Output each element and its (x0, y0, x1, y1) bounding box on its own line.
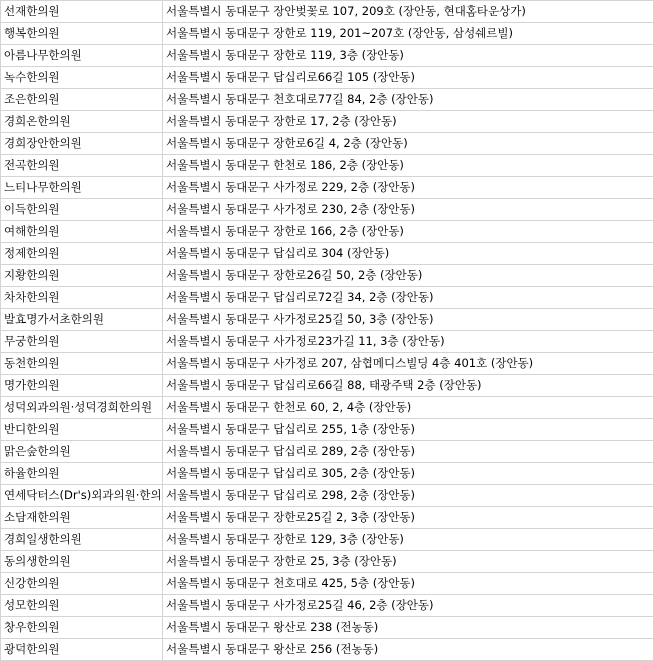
clinic-name-cell[interactable]: 성덕외과의원·성덕경희한의원 (1, 397, 163, 419)
table-row (1, 221, 653, 243)
table-row (1, 67, 653, 89)
table-row (1, 551, 653, 573)
table-row (1, 573, 653, 595)
table-row (1, 1, 653, 23)
table-row (1, 177, 653, 199)
clinic-address-cell[interactable]: 서울특별시 동대문구 사가정로 207, 삼협메디스빌딩 4층 401호 (장안동) (163, 353, 653, 375)
clinic-name-cell[interactable]: 경희일생한의원 (1, 529, 163, 551)
clinic-address-cell[interactable]: 서울특별시 동대문구 장한로26길 50, 2층 (장안동) (163, 265, 653, 287)
clinic-address-cell[interactable]: 서울특별시 동대문구 사가정로 229, 2층 (장안동) (163, 177, 653, 199)
clinic-address-cell[interactable]: 서울특별시 동대문구 사가정로23가길 11, 3층 (장안동) (163, 331, 653, 353)
clinic-address-cell[interactable]: 서울특별시 동대문구 장안벚꽃로 107, 209호 (장안동, 현대홈타운상가) (163, 1, 653, 23)
clinic-address-cell[interactable]: 서울특별시 동대문구 사가정로 230, 2층 (장안동) (163, 199, 653, 221)
clinic-name-cell[interactable]: 소담재한의원 (1, 507, 163, 529)
clinic-name-cell[interactable]: 무궁한의원 (1, 331, 163, 353)
clinic-name-cell[interactable]: 전곡한의원 (1, 155, 163, 177)
table-row (1, 353, 653, 375)
clinic-address-cell[interactable]: 서울특별시 동대문구 천호대로77길 84, 2층 (장안동) (163, 89, 653, 111)
table-row (1, 331, 653, 353)
clinic-name-cell[interactable]: 녹수한의원 (1, 67, 163, 89)
clinic-name-cell[interactable]: 발효명가서초한의원 (1, 309, 163, 331)
clinic-address-cell[interactable]: 서울특별시 동대문구 답십리로 255, 1층 (장안동) (163, 419, 653, 441)
clinic-name-cell[interactable]: 지황한의원 (1, 265, 163, 287)
table-row (1, 529, 653, 551)
clinic-name-cell[interactable]: 창우한의원 (1, 617, 163, 639)
clinic-name-cell[interactable]: 신강한의원 (1, 573, 163, 595)
clinic-address-cell[interactable]: 서울특별시 동대문구 사가정로25길 46, 2층 (장안동) (163, 595, 653, 617)
clinic-address-cell[interactable]: 서울특별시 동대문구 답십리로 298, 2층 (장안동) (163, 485, 653, 507)
clinic-name-cell[interactable]: 선재한의원 (1, 1, 163, 23)
clinic-name-cell[interactable]: 이득한의원 (1, 199, 163, 221)
clinic-name-cell[interactable]: 차차한의원 (1, 287, 163, 309)
table-row (1, 155, 653, 177)
clinic-address-cell[interactable]: 서울특별시 동대문구 왕산로 256 (전농동) (163, 639, 653, 661)
clinic-name-cell[interactable]: 하율한의원 (1, 463, 163, 485)
table-row (1, 617, 653, 639)
table-row (1, 243, 653, 265)
clinic-name-cell[interactable]: 반디한의원 (1, 419, 163, 441)
clinic-name-cell[interactable]: 맑은숲한의원 (1, 441, 163, 463)
clinic-address-cell[interactable]: 서울특별시 동대문구 답십리로72길 34, 2층 (장안동) (163, 287, 653, 309)
clinic-name-cell[interactable]: 동의생한의원 (1, 551, 163, 573)
clinic-address-cell[interactable]: 서울특별시 동대문구 장한로 17, 2층 (장안동) (163, 111, 653, 133)
table-row (1, 639, 653, 661)
clinic-name-cell[interactable]: 느티나무한의원 (1, 177, 163, 199)
clinic-name-cell[interactable]: 성모한의원 (1, 595, 163, 617)
table-row (1, 419, 653, 441)
clinic-address-cell[interactable]: 서울특별시 동대문구 장한로6길 4, 2층 (장안동) (163, 133, 653, 155)
clinic-address-cell[interactable]: 서울특별시 동대문구 장한로 129, 3층 (장안동) (163, 529, 653, 551)
table-row (1, 265, 653, 287)
clinic-table-body (1, 1, 653, 661)
table-row (1, 397, 653, 419)
table-row (1, 23, 653, 45)
table-row (1, 199, 653, 221)
table-row (1, 309, 653, 331)
clinic-address-cell[interactable]: 서울특별시 동대문구 답십리로 304 (장안동) (163, 243, 653, 265)
clinic-address-cell[interactable]: 서울특별시 동대문구 한천로 60, 2, 4층 (장안동) (163, 397, 653, 419)
clinic-name-cell[interactable]: 행복한의원 (1, 23, 163, 45)
clinic-name-cell[interactable]: 광덕한의원 (1, 639, 163, 661)
clinic-address-cell[interactable]: 서울특별시 동대문구 장한로 119, 3층 (장안동) (163, 45, 653, 67)
clinic-address-cell[interactable]: 서울특별시 동대문구 장한로 119, 201~207호 (장안동, 삼성쉐르빌) (163, 23, 653, 45)
clinic-address-cell[interactable]: 서울특별시 동대문구 답십리로66길 88, 태광주택 2층 (장안동) (163, 375, 653, 397)
clinic-address-cell[interactable]: 서울특별시 동대문구 장한로 25, 3층 (장안동) (163, 551, 653, 573)
clinic-address-cell[interactable]: 서울특별시 동대문구 한천로 186, 2층 (장안동) (163, 155, 653, 177)
table-row (1, 595, 653, 617)
clinic-address-cell[interactable]: 서울특별시 동대문구 장한로25길 2, 3층 (장안동) (163, 507, 653, 529)
table-row (1, 485, 653, 507)
table-row (1, 287, 653, 309)
clinic-name-cell[interactable]: 경희온한의원 (1, 111, 163, 133)
clinic-name-cell[interactable]: 동천한의원 (1, 353, 163, 375)
table-row (1, 441, 653, 463)
clinic-name-cell[interactable]: 연세닥터스(Dr's)외과의원·한의 (1, 485, 163, 507)
table-row (1, 89, 653, 111)
table-row (1, 463, 653, 485)
table-row (1, 507, 653, 529)
clinic-address-cell[interactable]: 서울특별시 동대문구 천호대로 425, 5층 (장안동) (163, 573, 653, 595)
clinic-name-cell[interactable]: 명가한의원 (1, 375, 163, 397)
table-row (1, 111, 653, 133)
table-row (1, 45, 653, 67)
clinic-name-cell[interactable]: 조은한의원 (1, 89, 163, 111)
clinic-name-cell[interactable]: 여해한의원 (1, 221, 163, 243)
table-row (1, 133, 653, 155)
clinic-address-cell[interactable]: 서울특별시 동대문구 왕산로 238 (전농동) (163, 617, 653, 639)
clinic-address-cell[interactable]: 서울특별시 동대문구 답십리로 305, 2층 (장안동) (163, 463, 653, 485)
clinic-address-cell[interactable]: 서울특별시 동대문구 장한로 166, 2층 (장안동) (163, 221, 653, 243)
clinic-address-cell[interactable]: 서울특별시 동대문구 답십리로66길 105 (장안동) (163, 67, 653, 89)
clinic-name-cell[interactable]: 경희장안한의원 (1, 133, 163, 155)
clinic-address-cell[interactable]: 서울특별시 동대문구 사가정로25길 50, 3층 (장안동) (163, 309, 653, 331)
table-row (1, 375, 653, 397)
clinic-name-cell[interactable]: 아름나무한의원 (1, 45, 163, 67)
clinic-name-cell[interactable]: 정제한의원 (1, 243, 163, 265)
clinic-address-cell[interactable]: 서울특별시 동대문구 답십리로 289, 2층 (장안동) (163, 441, 653, 463)
